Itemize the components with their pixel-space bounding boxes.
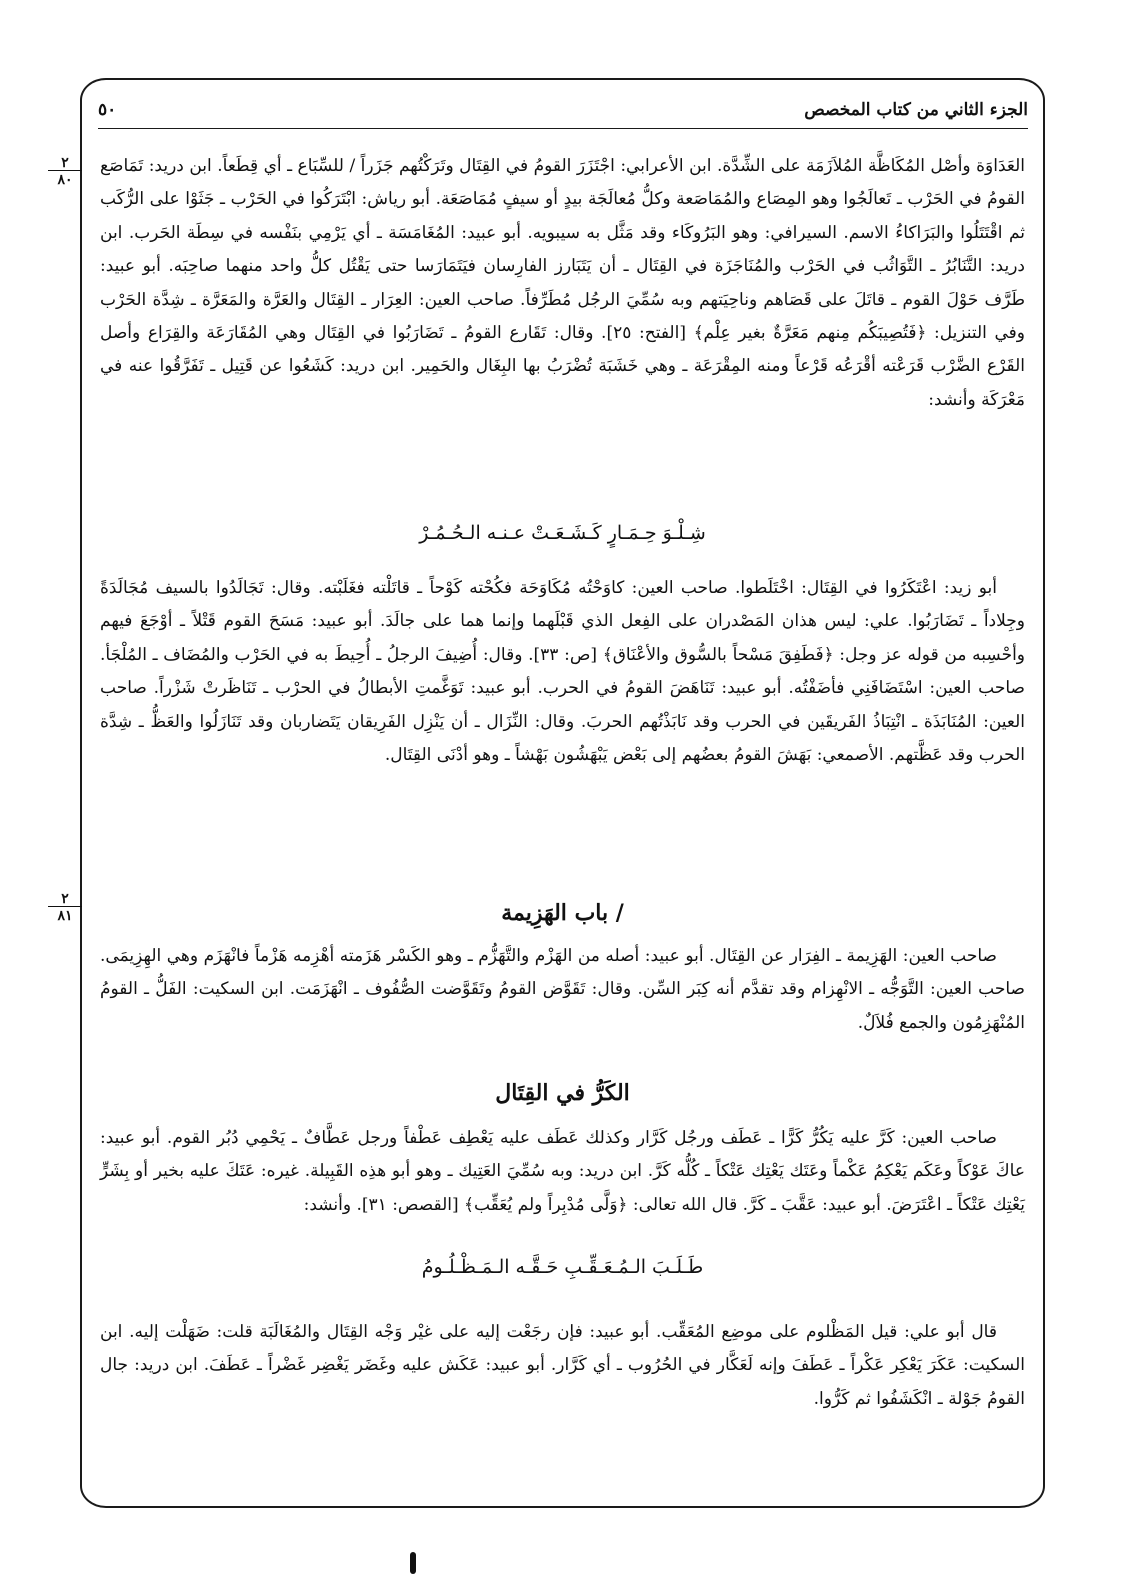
ink-mark	[410, 1552, 416, 1574]
text-block	[100, 572, 1025, 772]
paragraph: العَدَاوَة وأصْل المُكَاظَّة المُلاَزَمَة على الشِّدَّة. ابن الأعرابي: اجْتَزَرَ القومُ في القِتَال وتَرَكْتُهم جَزَراً / للسِّبَاع ـ أي قِطَعاً. ابن دريد: تَمَاصَع القومُ في الحَرْب ـ تَعالَجُوا وهو المِصَاع والمُمَاصَعة وكلُّ مُعالَجَة بيدٍ أو سيفٍ مُمَاصَعَة. أبو رياش: ابْتَرَكُوا في الحَرْب ـ جَثَوْا على الرُّكَب ثم اقْتَتَلُوا والبَرَاكاءُ الاسم. السيرافي: وهو البَرُوكَاء وقد مَثَّل به سيبويه. أبو عبيد: المُغَامَسَة ـ أي يَرْمِي بنَفْسه في سِطَة الحَرب. ابن دريد: التَّنَابُرُ ـ التَّوَاثُب في الحَرْب والمُنَاجَزَة في القِتَال ـ أن يَتَبَارز الفارِسان فيَتَمَارَسا حتى يَقْتُل كلُّ واحد منهما صاحِبَه. أبو عبيد: طَرَّف حَوْلَ القوم ـ قاتَلَ على قَصَاهم وناحِيَتهم وبه سُمِّيَ الرجُل مُطَرِّفاً. صاحب العين: العِرَار ـ القِتَال والعَرَّة والمَعَرَّة ـ شِدَّة الحَرْب وفي التنزيل: ﴿فَتُصِيبَكُم مِنهم مَعَرَّةٌ بغير عِلْم﴾ [الفتح: ٢٥]. وقال: تَقَارع القومُ ـ تَضَارَبُوا في القِتَال وهي المُقَارَعَة والقِرَاع وأصل القَرْع الضَّرْب قَرَعْته أقْرَعُه قَرْعاً ومنه المِقْرَعَة ـ وهي خَشَبَة تُضْرَبُ بها البِغَال والحَمِير. ابن دريد: كَشَعُوا عن قَتِيل ـ تَفَرَّقُوا عنه في مَعْرَكَة وأنشد:	[100, 156, 1026, 410]
paragraph: صاحب العين: كَرَّ عليه يَكُرُّ كَرًّا ـ عَطَف ورجُل كَرَّار وكذلك عَطَف عليه يَعْطِف عَطْفاً ورجل عَطَّافٌ ـ يَحْمِي دُبُر القوم. أبو عبيد: عاكَ عَوْكاً وعَكَم يَعْكِمُ عَكْماً وعَتَك يَعْتِك عَتْكاً ـ كُلُّه كَرَّ. ابن دريد: وبه سُمِّيَ العَتِيك ـ وهو أبو هذِه القَبِيلة. غيره: عَتَكَ عليه بخير أو بِشَرٍّ يَعْتِك عَتْكاً ـ اعْتَرَضَ. أبو عبيد: عَقَّبَ ـ كَرَّ. قال الله تعالى: ﴿وَلَّى مُدْبِراً ولم يُعَقِّب﴾ [القصص: ٣١]. وأنشد:	[100, 1128, 1025, 1215]
margin-reference-volume: ٢	[61, 155, 69, 171]
text-block	[100, 150, 1025, 417]
margin-reference-page: ٨١	[48, 906, 82, 923]
section-title: / باب الهَزِيمة	[501, 900, 624, 926]
header-rule	[98, 128, 1028, 129]
margin-reference	[48, 892, 82, 923]
section-title: الكَرُّ في القِتَال	[495, 1080, 630, 1106]
margin-reference	[48, 156, 82, 187]
paragraph: أبو زيد: اعْتَكَرُوا في القِتَال: اخْتَلَطوا. صاحب العين: كاوَحْتُه مُكَاوَحَة فكُحْته كَوْحاً ـ قاتَلْته فغَلَبْته. وقال: تَجَالَدُوا بالسيف مُجَالَدَةً وجِلاداً ـ تَضَارَبُوا. علي: ليس هذان المَصْدران على الفِعل الذي قَبْلَهما وإنما هما على جالَدَ. أبو عبيد: مَسَحَ القوم قَتْلاً ـ أوْجَعَ فيهم وأحْسِبه من قوله عز وجل: ﴿فَطَفِقَ مَسْحاً بالسُّوق والأعْنَاق﴾ [ص: ٣٣]. وقال: أُضِيفَ الرجلُ ـ أُحِيطَ به في الحَرْب والمُضَاف ـ المُلْجَأ. صاحب العين: اسْتَضَافَنِي فأضَفْتُه. أبو عبيد: تَنَاهَضَ القومُ في الحرب. أبو عبيد: تَوَغَّمتِ الأبطالُ في الحرْب ـ تَنَاظَرتْ شَزْراً. صاحب العين: المُنَابَذَة ـ انْتِبَاذُ الفَريقَين في الحرب وقد نَابَذْتُهم الحربَ. وقال: النِّزَال ـ أن يَنْزِل الفَرِيقان يَتَضاربان وقد تَنَازَلُوا والعَظُّ ـ شِدَّة الحرب وقد عَظَّتهم. الأصمعي: بَهَشَ القومُ بعضُهم إلى بَعْض يَبْهَشُون بَهْشاً ـ وهو أدْنَى القِتَال.	[100, 578, 1026, 766]
margin-reference-page: ٨٠	[48, 170, 82, 187]
text-block	[100, 940, 1025, 1040]
page-number: ٥٠	[98, 100, 117, 120]
verse-line: طَـلَـبَ الـمُـعَـقِّـبِ حَـقَّـه الـمَـظْـلُـومُ	[421, 1256, 704, 1278]
text-block	[100, 1316, 1025, 1416]
running-header	[98, 92, 1028, 128]
verse-line: شِـلْـوَ حِـمَـارٍ كَـشَـعَـتْ عـنـه الـحُـمُـرْ	[419, 522, 706, 544]
paragraph: قال أبو علي: قيل المَظْلوم على موضِع المُعَقِّب. أبو عبيد: فإن رجَعْت إليه على غيْر وَجْه القِتَال والمُغَالَبَة قلت: ضَهَلْت إليه. ابن السكيت: عَكَرَ يَعْكِر عَكْراً ـ عَطَفَ وإنه لَعَكَّار في الحُرُوب ـ أي كَرَّار. أبو عبيد: عَكَش عليه وغَضَر يَغْضِر غَضْراً ـ عَطَفَ. ابن دريد: جال القومُ جَوْلة ـ انْكَشَفُوا ثم كَرُّوا.	[100, 1322, 1025, 1409]
paragraph: صاحب العين: الهَزِيمة ـ الفِرَار عن القِتَال. أبو عبيد: أصله من الهَزْم والتَّهَزُّم ـ وهو الكَسْر هَزَمته أهْزِمه هَزْماً فانْهَزَم وهي الهِزِيمَى. صاحب العين: التَّوَجُّه ـ الانْهِزام وقد تقدَّم أنه كِبَر السِّن. وقال: تَقَوَّض القومُ وتَقَوَّضت الصُّفُوف ـ انْهَزَمَت. ابن السكيت: الفَلُّ ـ القومُ المُنْهَزِمُون والجمع فُلاَلٌ.	[100, 946, 1025, 1033]
book-title: الجزء الثاني من كتاب المخصص	[804, 100, 1028, 120]
text-block	[100, 1122, 1025, 1222]
margin-reference-volume: ٢	[61, 891, 69, 907]
